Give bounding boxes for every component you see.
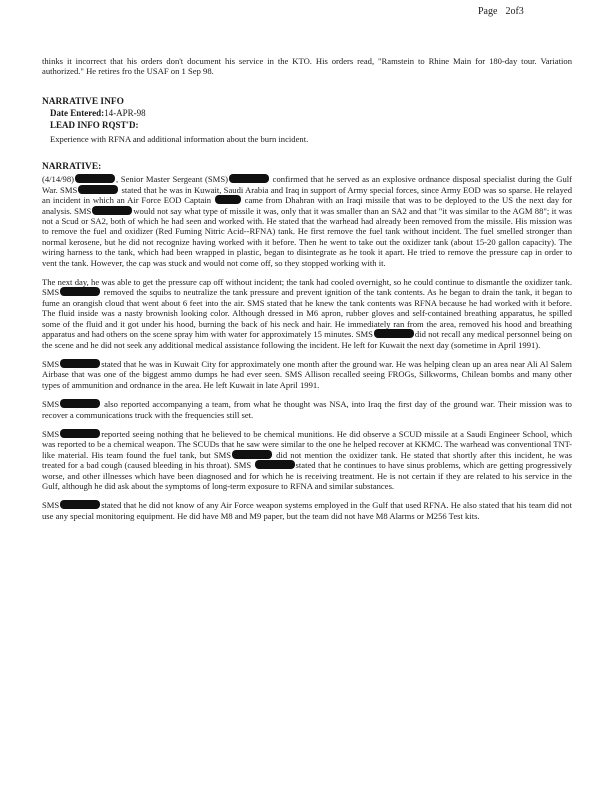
redaction-mark [75, 174, 115, 183]
lead-info-text: Experience with RFNA and additional information about the burn incident. [50, 134, 309, 145]
narrative-heading: NARRATIVE: [42, 162, 102, 172]
redaction-mark [60, 399, 100, 408]
narrative-paragraph-4 [42, 399, 572, 420]
redaction-mark [92, 206, 132, 215]
intro-paragraph [42, 56, 572, 77]
narrative-paragraph-6 [42, 500, 572, 521]
text-run: SMS [42, 500, 60, 511]
redaction-mark [374, 329, 414, 338]
text-run: did not recall any medical personnel being on the scene and he did not seek any additional medical assistance following the incident. He left for Kuwait the next day (sometime in April 1991). [42, 329, 572, 350]
text-run: also reported accompanying a team, from what he thought was NSA, into Iraq the first day of the ground war. Their mission was to recover a communications truck with the frequencies still set. [42, 399, 572, 420]
text-run: SMS [42, 428, 60, 439]
text-run: did not mention the oxidizer tank. He stated that shortly after this incident, he was treated for a bad cough (caused bleeding in his throat). SMS [42, 449, 572, 471]
text-run: stated that he continues to have sinus problems, which are getting progressively worse, and other illnesses which have been diagnosed and for which he is receiving treatment. He is not certain if they are related to his service in the Gulf, although he did ask about the symptoms of long-term exposure to RFNA and similar substances. [42, 460, 572, 491]
redaction-mark [60, 500, 100, 509]
page-number [478, 6, 532, 17]
redaction-mark [232, 450, 272, 459]
page-label: Page [478, 6, 498, 17]
redaction-mark [255, 460, 295, 469]
redaction-mark [78, 185, 118, 194]
intro-text: thinks it incorrect that his orders don't document his service in the KTO. His orders read, "Ramstein to Rhine Main for 180-day tour. Variation authorized." He retires fro the USAF on 1 Sep 98. [42, 56, 572, 77]
redaction-mark [60, 287, 100, 296]
text-run: stated that he did not know of any Air Force weapon systems employed in the Gulf that used RFNA. He also stated that his team did not use any special monitoring equipment. He did have M8 and M9 paper, but the team did not have M8 Alarms or M256 Test kits. [42, 500, 572, 521]
narrative-info-section [42, 97, 572, 145]
redaction-mark [229, 174, 269, 183]
text-run: (4/14/98) [42, 174, 74, 185]
redaction-mark [215, 195, 241, 204]
text-run: stated that he was in Kuwait City for approximately one month after the ground war. He was helping clean up an area near Ali Al Salem Airbase that was one of the biggest ammo dumps he had ever seen. SMS Allison recalled seeing FROGs, Silkworms, Chilean bombs and many other types of ammunition and ordnance in the area. He left Kuwait in late April 1991. [42, 358, 572, 390]
text-run: The next day, he was able to get the pressure cap off without incident; the tank had cooled overnight, so he could continue to dismantle the oxidizer tank. SMS [42, 277, 572, 298]
narrative-info-heading: NARRATIVE INFO [42, 97, 124, 107]
redaction-mark [60, 359, 100, 368]
date-entered-value: 14-APR-98 [104, 108, 146, 119]
text-run: would not say what type of missile it was, only that it was smaller than an SA2 and that "it was similar to the AGM 88"; it was not a Scud or SA2, both of which he had seen and worked with. He stated that the warhead had already been removed from the missile. His mission was to remove the fuel and oxidizer (Red Fuming Nitric Acid--RFNA) tank. He first remove the fuel tank without incident. The fuel smelled stronger than normal kerosene, but he did not recognize having worked with it before. Then he went to take out the oxidizer tank (about 15-20 gallon capacity). The wiring harness to the tank, which had been wrapped in plastic, began to disintegrate as he took it apart. He tried to remove the pressure cap in order to vent the tank. However, the cap was stuck and would not come off, so they stopped working with it. [42, 205, 572, 268]
date-entered [50, 108, 572, 118]
text-run: confirmed that he served as an explosive ordnance disposal specialist during the Gulf War. SMS [42, 174, 572, 195]
text-run: came from Dhahran with an Iraqi missile that was to be deployed to the US the next day for analysis. SMS [42, 195, 572, 216]
text-run: stated that he was in Kuwait, Saudi Arabia and Iraq in support of Army special forces, since Army EOD was so sparse. He relayed an incident in which an Air Force EOD Captain [42, 184, 573, 206]
lead-info-label: LEAD INFO RQST'D: [50, 119, 139, 130]
text-run: removed the squibs to neutralize the tank pressure and prevent ignition of the tank contents. As he began to drain the tank, it began to fume an orangish cloud that went about 6 feet into the air. SMS stated that he knew the tank contents was RFNA because he had worked with it before. The fluid inside was a nasty brownish looking color. Although dressed in M6 apron, rubber gloves and self-contained breathing apparatus, he spilled some of the fluid and it got under his hood, burning the back of his neck and hair. He immediately ran from the area, removed his hood and breathing apparatus and had others on the scene spray him with water for approximately 15 minutes. SMS [42, 287, 572, 340]
narrative-paragraph-2 [42, 277, 572, 350]
date-entered-label: Date Entered: [50, 108, 105, 119]
text-run: SMS [42, 358, 60, 369]
narrative-paragraph-3 [42, 359, 572, 390]
page-value: 2of3 [505, 6, 524, 17]
redaction-mark [60, 429, 100, 438]
text-run: reported seeing nothing that he believed to be chemical munitions. He did observe a SCUD missile at a Saudi Engineer School, which was reported to be a chemical weapon. The SCUDs that he saw were similar to the one he helped recover at KKMC. The warhead was conventional TNT-like material. His team found the fuel tank, but SMS [42, 428, 572, 460]
narrative-section [42, 162, 572, 521]
narrative-paragraph-1 [42, 174, 572, 268]
narrative-paragraph-5 [42, 429, 572, 491]
text-run: SMS [42, 399, 60, 410]
text-run: , Senior Master Sergeant (SMS) [115, 174, 228, 185]
